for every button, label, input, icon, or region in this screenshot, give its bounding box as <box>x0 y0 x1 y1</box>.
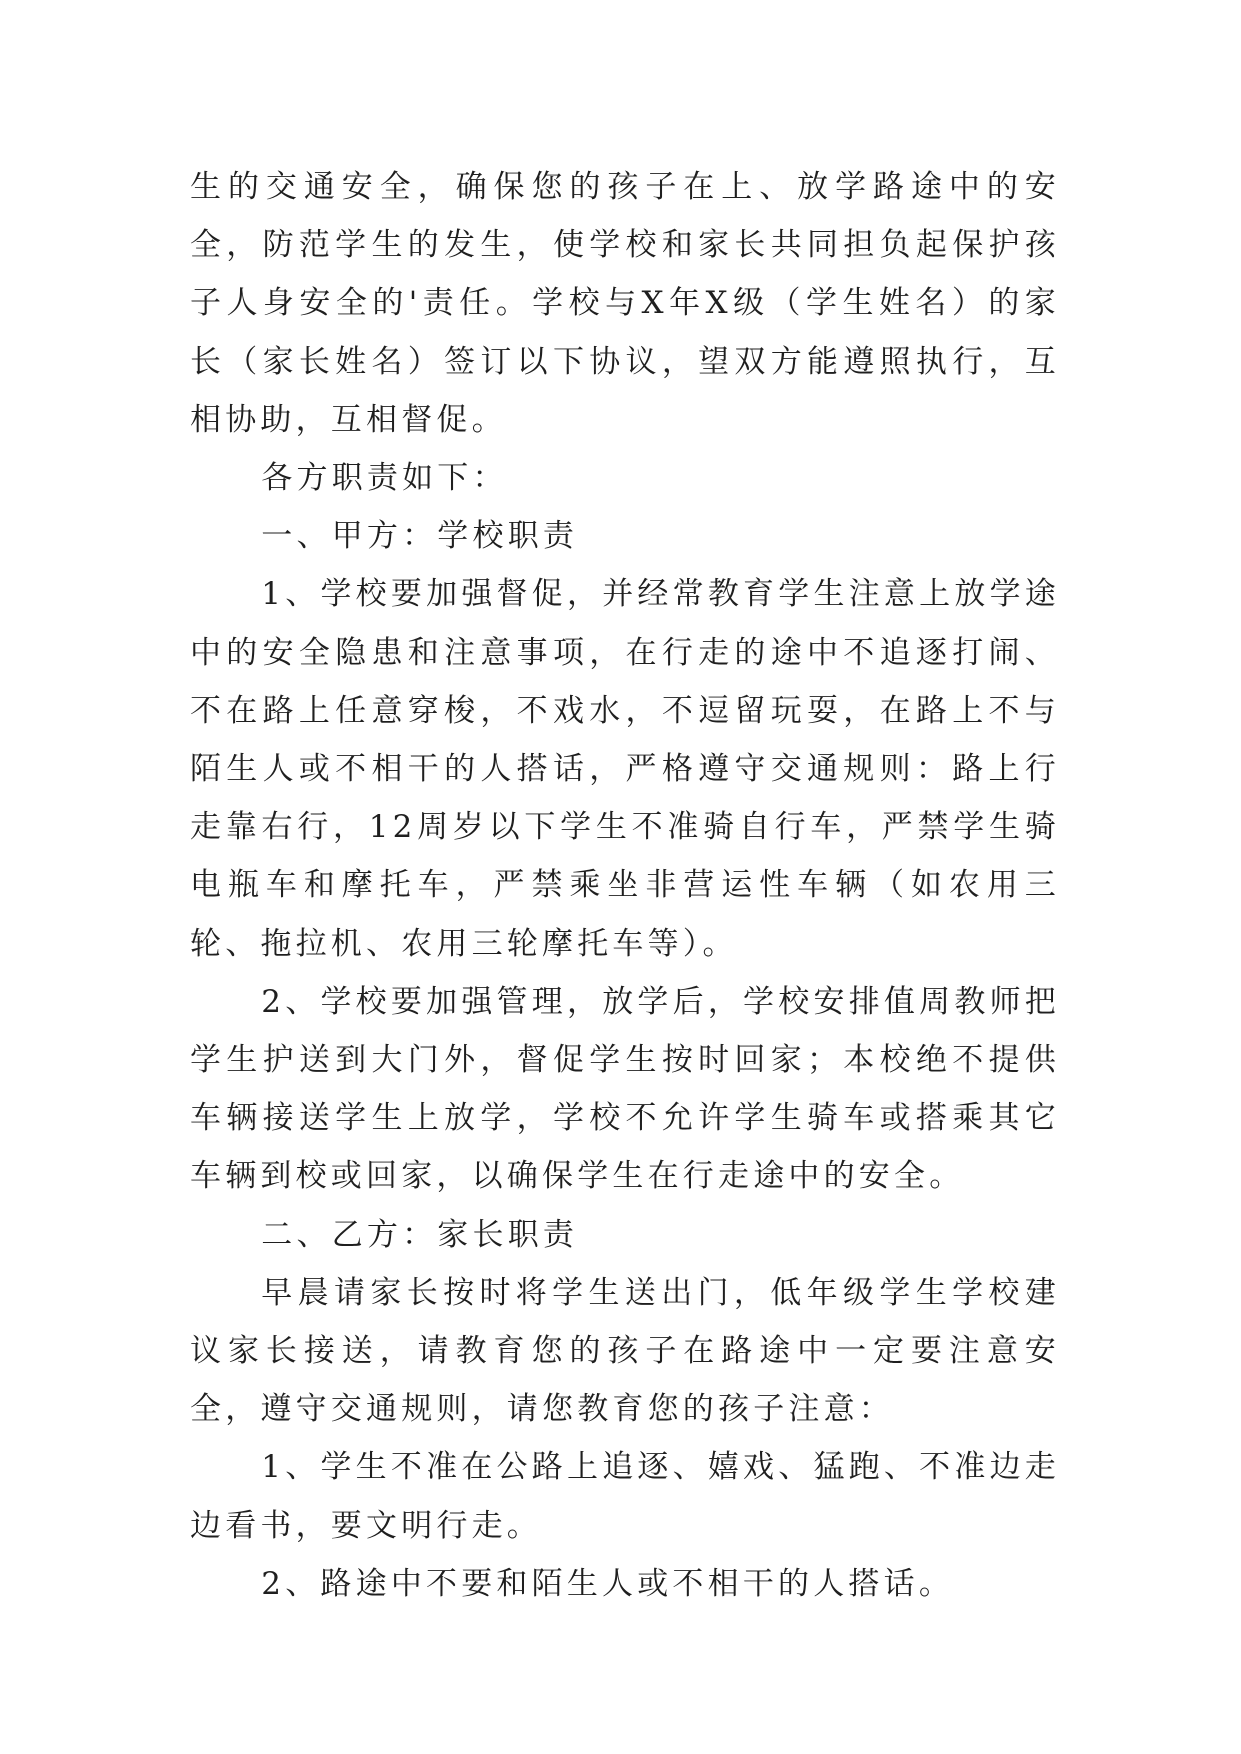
paragraph-parent-item-2: 2、路途中不要和陌生人或不相干的人搭话。 <box>261 1565 955 1602</box>
paragraph-parent-intro: 早晨请家长按时将学生送出门，低年级学生学校建议家长接送，请教育您的孩子在路途中一定要注意安全，遵守交通规则，请您教育您的孩子注意： <box>190 1274 1060 1428</box>
paragraph-parent-item-1: 1、学生不准在公路上追逐、嬉戏、猛跑、不准边走边看书，要文明行走。 <box>190 1449 1060 1544</box>
section-heading-school: 一、甲方：学校职责 <box>261 518 579 555</box>
paragraph-intro: 生的交通安全，确保您的孩子在上、放学路途中的安全，防范学生的发生，使学校和家长共同担负起保护孩子人身安全的'责任。学校与X年X级（学生姓名）的家长（家长姓名）签订以下协议，望双方能遵照执行，互相协助，互相督促。 <box>190 169 1060 438</box>
document-body <box>190 158 1060 1613</box>
paragraph-responsibilities-heading: 各方职责如下： <box>261 460 508 497</box>
paragraph-school-item-1: 1、学校要加强督促，并经常教育学生注意上放学途中的安全隐患和注意事项，在行走的途中不追逐打闹、不在路上任意穿梭，不戏水，不逗留玩耍，在路上不与陌生人或不相干的人搭话，严格遵守交通规则：路上行走靠右行，12周岁以下学生不准骑自行车，严禁学生骑电瓶车和摩托车，严禁乘坐非营运性车辆（如农用三轮、拖拉机、农用三轮摩托车等）。 <box>190 576 1060 962</box>
paragraph-school-item-2: 2、学校要加强管理，放学后，学校安排值周教师把学生护送到大门外，督促学生按时回家；本校绝不提供车辆接送学生上放学，学校不允许学生骑车或搭乘其它车辆到校或回家，以确保学生在行走途中的安全。 <box>190 983 1060 1195</box>
section-heading-parent: 二、乙方：家长职责 <box>261 1216 579 1253</box>
